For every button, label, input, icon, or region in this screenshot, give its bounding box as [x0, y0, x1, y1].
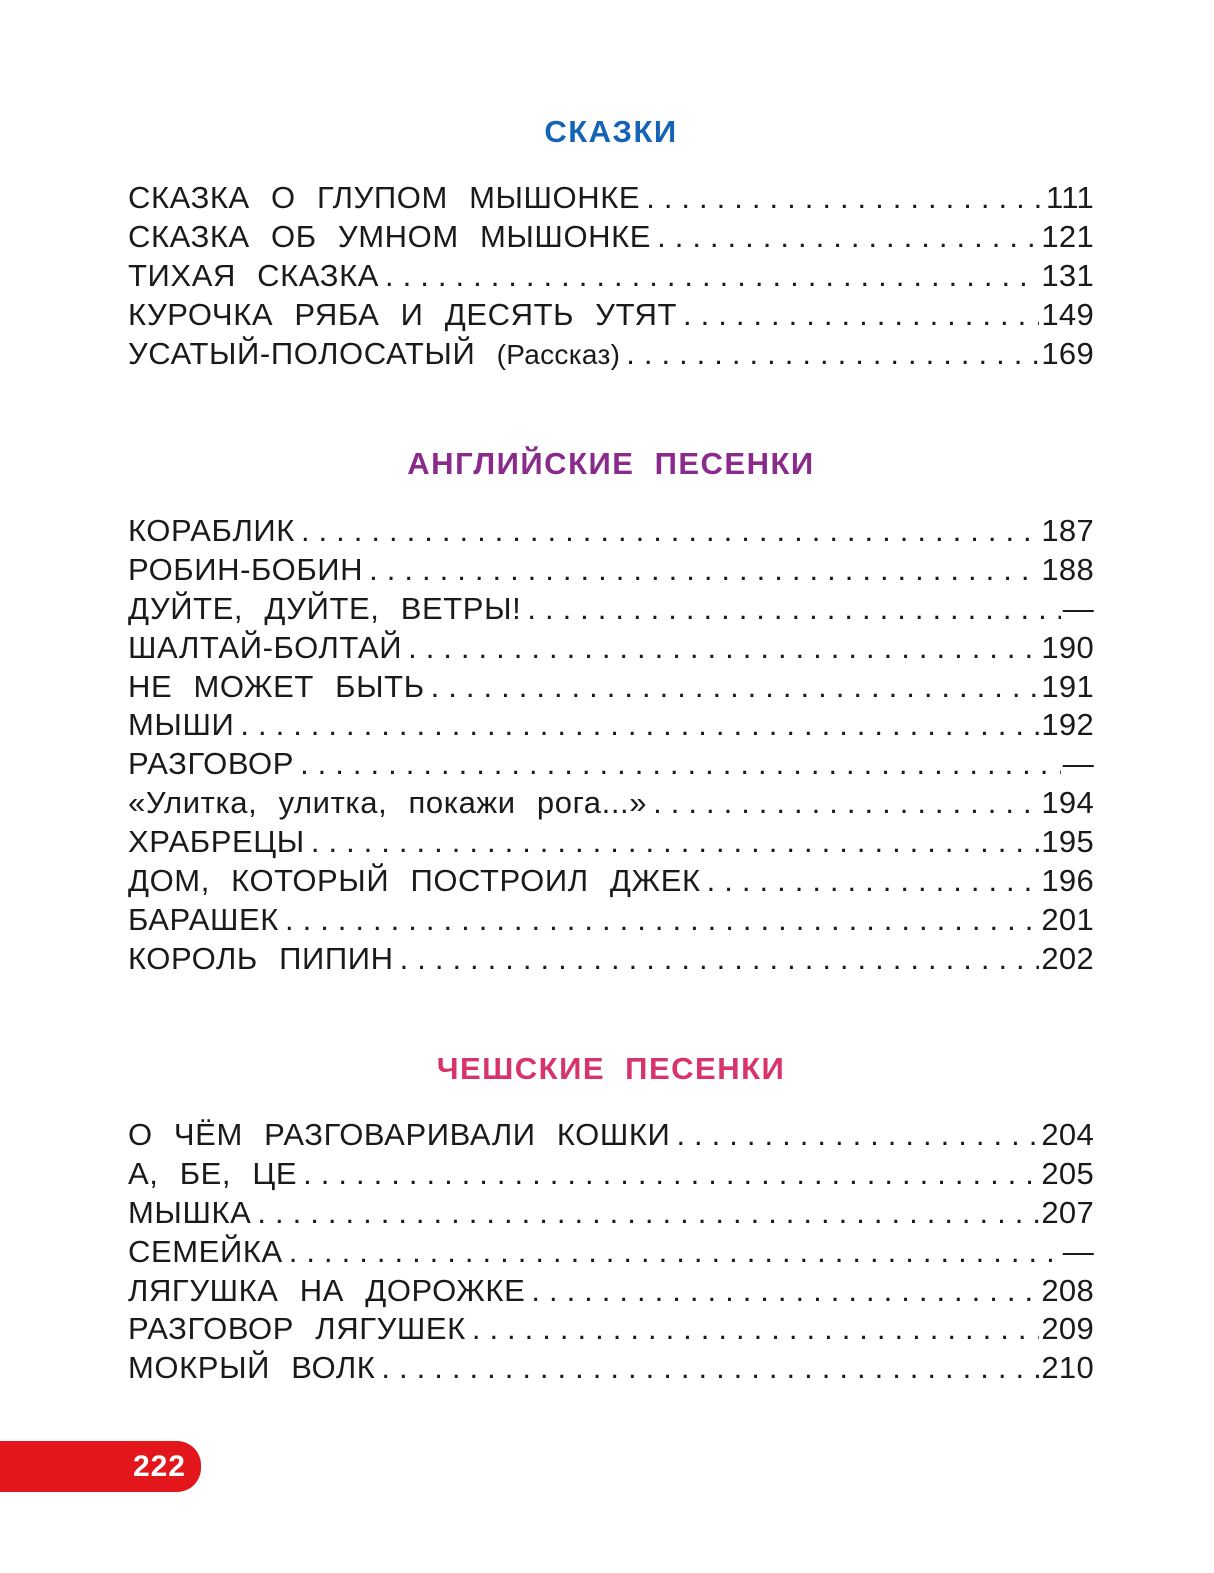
toc-entry[interactable] [128, 901, 1094, 940]
entry-title: ШАЛТАЙ-БОЛТАЙ [128, 629, 403, 665]
entry-page-number: 131 [1041, 257, 1094, 293]
toc-entry[interactable] [128, 1310, 1094, 1349]
toc-list [128, 179, 1094, 373]
dot-leader [670, 1116, 1039, 1155]
entry-page-number: — [1062, 590, 1094, 626]
entry-title: СЕМЕЙКА [128, 1233, 283, 1269]
entry-page-number: 191 [1041, 668, 1094, 704]
toc-entry[interactable] [128, 335, 1094, 374]
dot-leader [283, 1233, 1061, 1272]
section-heading: СКАЗКИ [544, 114, 678, 149]
entry-page-number: 149 [1041, 296, 1094, 332]
entry-title: ДУЙТЕ, ДУЙТЕ, ВЕТРЫ! [128, 590, 522, 626]
dot-leader [466, 1310, 1040, 1349]
section-english-songs [128, 445, 1094, 979]
dot-leader [234, 706, 1039, 745]
toc-entry[interactable] [128, 862, 1094, 901]
dot-leader [640, 179, 1044, 218]
entry-page-number: 192 [1041, 707, 1094, 743]
dot-leader [402, 629, 1039, 668]
toc-entry[interactable] [128, 512, 1094, 551]
toc-entry[interactable] [128, 179, 1094, 218]
toc-entry[interactable] [128, 1116, 1094, 1155]
dot-leader [394, 940, 1040, 979]
toc-list [128, 1116, 1094, 1388]
entry-title: ТИХАЯ СКАЗКА [128, 257, 380, 293]
entry-title: МЫШИ [128, 707, 235, 743]
toc-entry[interactable] [128, 218, 1094, 257]
dot-leader [521, 590, 1060, 629]
entry-title: А, БЕ, ЦЕ [128, 1155, 298, 1191]
dot-leader [251, 1194, 1039, 1233]
dot-leader [279, 901, 1039, 940]
dot-leader [647, 784, 1039, 823]
entry-title: НЕ МОЖЕТ БЫТЬ [128, 668, 425, 704]
dot-leader [525, 1272, 1039, 1311]
toc-entry[interactable] [128, 823, 1094, 862]
entry-title: ЛЯГУШКА НА ДОРОЖКЕ [128, 1272, 526, 1308]
section-fairy-tales [128, 113, 1094, 373]
entry-page-number: 169 [1041, 335, 1094, 371]
entry-page-number: 202 [1041, 940, 1094, 976]
entry-title: СКАЗКА ОБ УМНОМ МЫШОНКЕ [128, 218, 652, 254]
section-heading: АНГЛИЙСКИЕ ПЕСЕНКИ [407, 446, 815, 481]
entry-title: ДОМ, КОТОРЫЙ ПОСТРОИЛ ДЖЕК [128, 863, 701, 899]
dot-leader [375, 1349, 1039, 1388]
entry-note: (Рассказ) [496, 338, 621, 370]
entry-title: «Улитка, улитка, покажи рога...» [128, 785, 648, 821]
entry-page-number: — [1062, 746, 1094, 782]
page-number-tab [0, 1441, 201, 1492]
dot-leader [379, 257, 1039, 296]
entry-page-number: 195 [1041, 824, 1094, 860]
dot-leader [651, 218, 1039, 257]
toc-entry[interactable] [128, 784, 1094, 823]
page-number: 222 [132, 1449, 186, 1483]
toc-entry[interactable] [128, 940, 1094, 979]
toc-entry[interactable] [128, 1272, 1094, 1311]
entry-page-number: — [1062, 1233, 1094, 1269]
toc-entry[interactable] [128, 296, 1094, 335]
entry-page-number: 187 [1041, 513, 1094, 548]
entry-title: ХРАБРЕЦЫ [128, 824, 305, 860]
section-czech-songs [128, 1050, 1094, 1388]
toc-entry[interactable] [128, 745, 1094, 784]
entry-title: РОБИН-БОБИН [128, 551, 364, 587]
toc-entry[interactable] [128, 590, 1094, 629]
entry-title: О ЧЁМ РАЗГОВАРИВАЛИ КОШКИ [128, 1117, 671, 1152]
entry-title: РАЗГОВОР ЛЯГУШЕК [128, 1311, 466, 1347]
entry-page-number: 188 [1041, 551, 1094, 587]
entry-title: РАЗГОВОР [128, 746, 295, 782]
dot-leader [701, 862, 1040, 901]
dot-leader [295, 512, 1039, 551]
toc-entry[interactable] [128, 629, 1094, 668]
entry-page-number: 207 [1041, 1194, 1094, 1230]
entry-page-number: 208 [1041, 1272, 1094, 1308]
entry-page-number: 190 [1041, 629, 1094, 665]
entry-title: МОКРЫЙ ВОЛК [128, 1350, 376, 1386]
toc-list [128, 512, 1094, 979]
entry-title: КОРОЛЬ ПИПИН [128, 940, 394, 976]
entry-title-text: УСАТЫЙ-ПОЛОСАТЫЙ [128, 335, 476, 371]
dot-leader [620, 335, 1039, 374]
dot-leader [297, 1155, 1039, 1194]
entry-page-number: 111 [1045, 180, 1094, 215]
toc-entry[interactable] [128, 1194, 1094, 1233]
toc-entry[interactable] [128, 551, 1094, 590]
entry-page-number: 210 [1041, 1350, 1094, 1386]
entry-page-number: 201 [1041, 901, 1094, 937]
entry-page-number: 209 [1041, 1311, 1094, 1347]
entry-title [128, 335, 620, 375]
dot-leader [294, 745, 1061, 784]
entry-page-number: 204 [1041, 1117, 1094, 1152]
toc-entry[interactable] [128, 668, 1094, 707]
entry-page-number: 121 [1041, 218, 1094, 254]
dot-leader [677, 296, 1039, 335]
entry-page-number: 196 [1041, 863, 1094, 899]
toc-entry[interactable] [128, 1233, 1094, 1272]
dot-leader [425, 668, 1040, 707]
toc-entry[interactable] [128, 1349, 1094, 1388]
entry-title: КОРАБЛИК [128, 513, 295, 548]
entry-title: БАРАШЕК [128, 901, 279, 937]
entry-title: СКАЗКА О ГЛУПОМ МЫШОНКЕ [128, 180, 641, 215]
toc-entry[interactable] [128, 1155, 1094, 1194]
section-heading: ЧЕШСКИЕ ПЕСЕНКИ [436, 1051, 786, 1086]
toc-entry[interactable] [128, 706, 1094, 745]
toc-entry[interactable] [128, 257, 1094, 296]
dot-leader [305, 823, 1040, 862]
entry-title: КУРОЧКА РЯБА И ДЕСЯТЬ УТЯТ [128, 296, 677, 332]
entry-title: МЫШКА [128, 1194, 252, 1230]
entry-page-number: 205 [1041, 1155, 1094, 1191]
dot-leader [363, 551, 1039, 590]
entry-page-number: 194 [1041, 785, 1094, 821]
